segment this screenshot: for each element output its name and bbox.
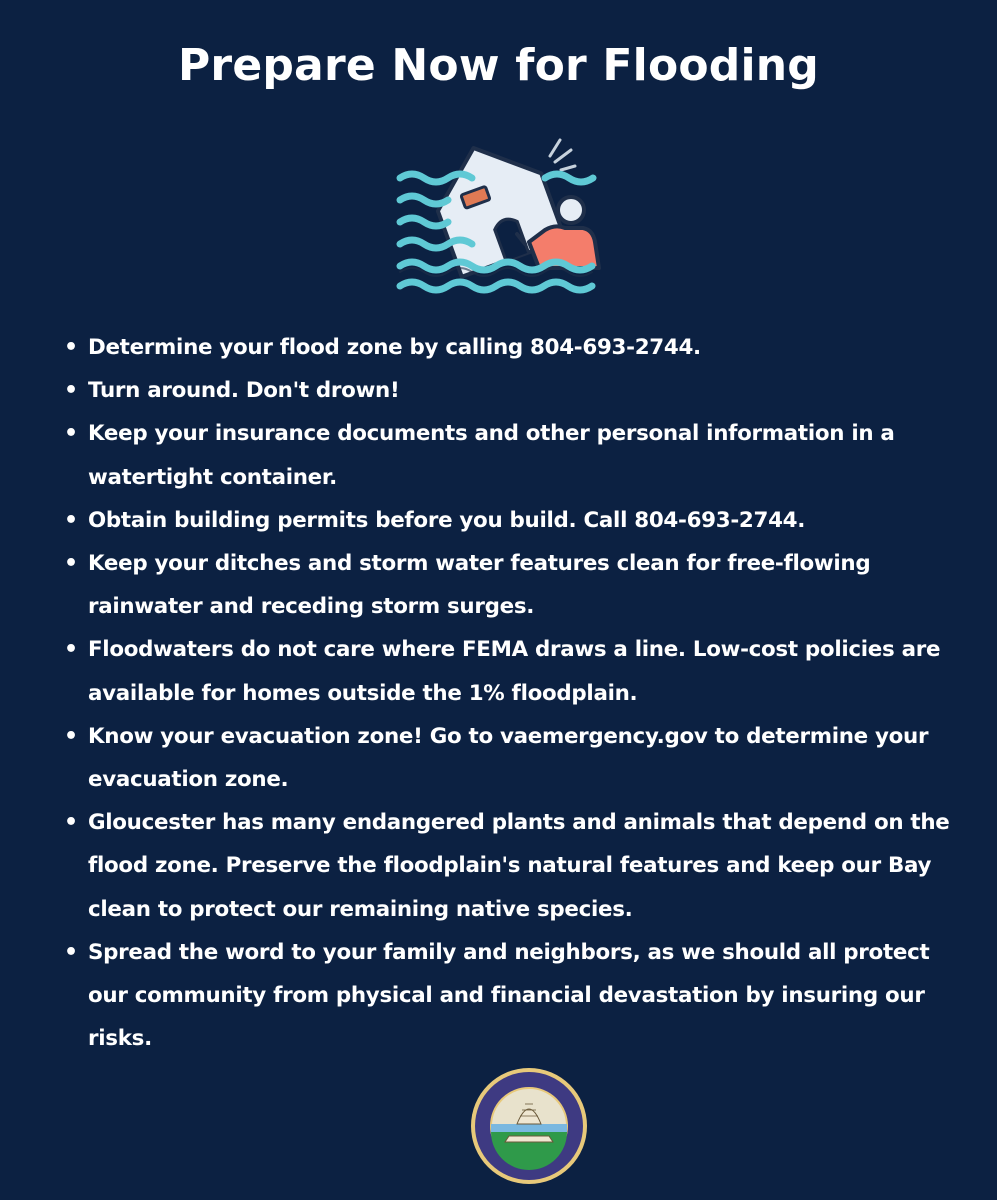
list-item: • Spread the word to your family and neighbors, as we should all protect our community from physical and financial devastation by insuring our risks. xyxy=(64,939,930,1052)
gloucester-county-seal-icon xyxy=(469,1066,589,1186)
list-item: • Keep your ditches and storm water features clean for free-flowing rainwater and receding storm surges. xyxy=(64,551,871,620)
flood-tips-list xyxy=(60,326,960,1060)
list-item: • Know your evacuation zone! Go to vaemergency.gov to determine your evacuation zone. xyxy=(64,723,929,793)
page-title: Prepare Now for Flooding xyxy=(177,40,820,91)
list-item: • Determine your flood zone by calling 804-693-2744. xyxy=(64,335,701,360)
flooded-house-person-icon xyxy=(395,118,605,300)
list-item: • Gloucester has many endangered plants and animals that depend on the flood zone. Preserve the floodplain's natural features and keep our Bay clean to protect our remaining native species. xyxy=(64,810,950,922)
list-item: • Keep your insurance documents and other personal information in a watertight container. xyxy=(64,421,895,490)
list-item: • Turn around. Don't drown! xyxy=(64,378,400,404)
list-item: • Floodwaters do not care where FEMA draws a line. Low-cost policies are available for homes outside the 1% floodplain. xyxy=(64,637,941,706)
list-item: • Obtain building permits before you build. Call 804-693-2744. xyxy=(64,507,806,533)
